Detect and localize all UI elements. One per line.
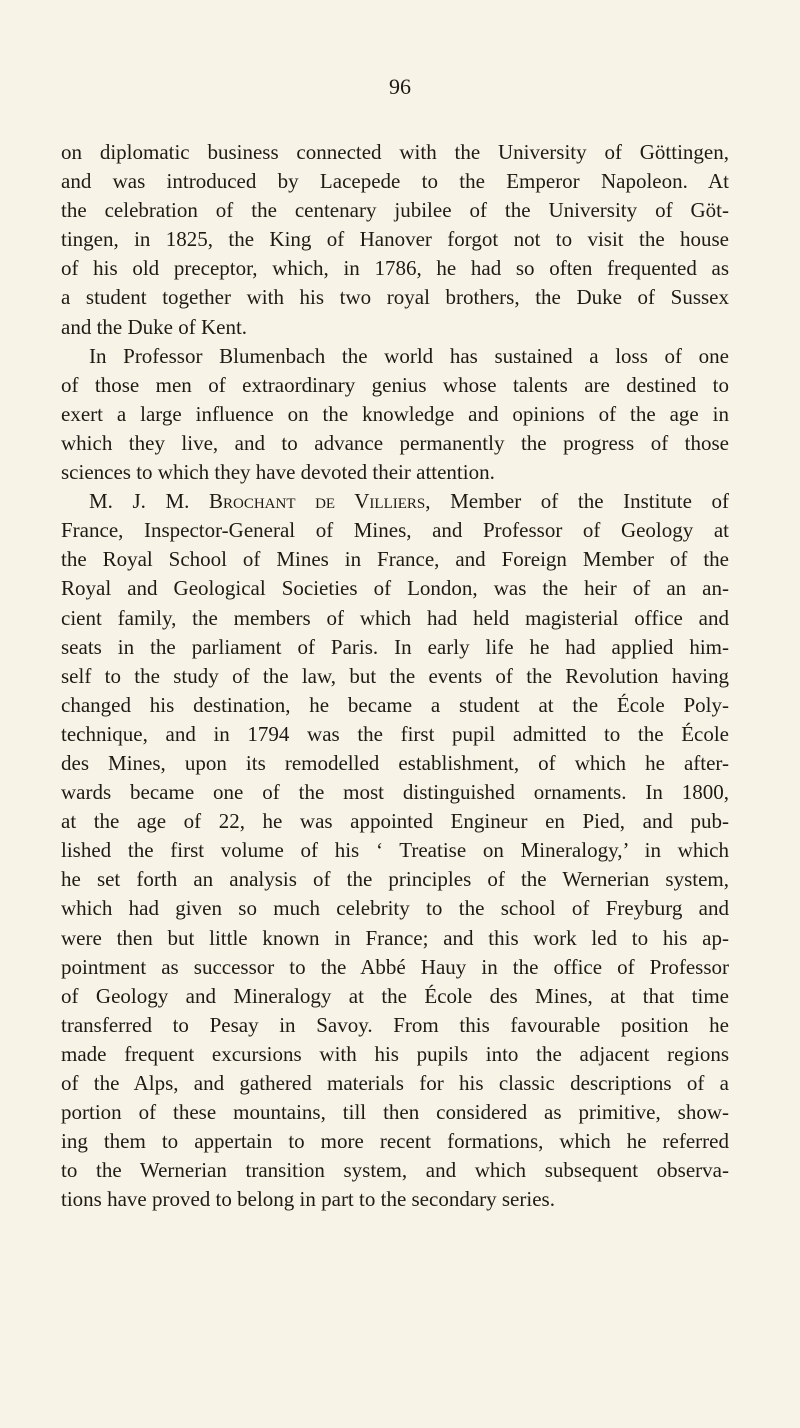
text-run: M. J. M. (89, 489, 209, 514)
text-line: technique, and in 1794 was the first pupil admitted to the École (61, 721, 729, 746)
body-text (61, 138, 729, 1214)
paragraph (61, 138, 729, 342)
text-line: pointment as successor to the Abbé Hauy in the office of Professor (61, 954, 729, 979)
text-line: Royal and Geological Societies of London, was the heir of an an- (61, 576, 729, 601)
text-line: of those men of extraordinary genius whose talents are destined to (61, 372, 729, 397)
text-line (61, 487, 729, 516)
person-name: Brochant de Villiers (209, 489, 426, 514)
text-line: exert a large influence on the knowledge and opinions of the age in (61, 401, 729, 426)
text-line: of Geology and Mineralogy at the École des Mines, at that time (61, 983, 729, 1008)
text-line: ing them to appertain to more recent formations, which he referred (61, 1129, 729, 1154)
text-line: of his old preceptor, which, in 1786, he had so often frequented as (61, 256, 729, 281)
text-line: des Mines, upon its remodelled establishment, of which he after- (61, 750, 729, 775)
text-line: of the Alps, and gathered materials for his classic descriptions of a (61, 1071, 729, 1095)
text-line: and was introduced by Lacepede to the Emperor Napoleon. At (61, 169, 729, 194)
text-line: lished the first volume of his ‘ Treatise on Mineralogy,’ in which (61, 838, 729, 863)
text-line: In Professor Blumenbach the world has sustained a loss of one (89, 343, 729, 368)
text-line: which they live, and to advance permanently the progress of those (61, 430, 729, 455)
text-line: at the age of 22, he was appointed Engineur en Pied, and pub- (61, 809, 729, 834)
text-line: tions have proved to belong in part to the secondary series. (61, 1187, 555, 1212)
text-line: wards became one of the most distinguished ornaments. In 1800, (61, 780, 729, 805)
text-line: which had given so much celebrity to the school of Freyburg and (61, 896, 729, 921)
text-line: sciences to which they have devoted their attention. (61, 460, 495, 485)
text-line: were then but little known in France; and this work led to his ap- (61, 925, 729, 950)
text-line: the celebration of the centenary jubilee of the University of Göt- (61, 198, 729, 223)
page-number: 96 (389, 74, 411, 99)
text-line: portion of these mountains, till then considered as primitive, show- (61, 1100, 729, 1125)
text-line: to the Wernerian transition system, and which subsequent observa- (61, 1158, 729, 1183)
text-line: the Royal School of Mines in France, and Foreign Member of the (61, 547, 729, 572)
text-line: and the Duke of Kent. (61, 314, 248, 339)
paragraph (61, 487, 729, 1214)
text-line: on diplomatic business connected with the University of Göttingen, (61, 140, 729, 164)
text-line: changed his destination, he became a student at the École Poly- (61, 692, 729, 717)
text-line: cient family, the members of which had held magisterial office and (61, 605, 729, 630)
text-line: self to the study of the law, but the events of the Revolution having (61, 663, 729, 688)
text-run: , Member of the Institute of (425, 489, 729, 514)
text-line: France, Inspector-General of Mines, and Professor of Geology at (61, 518, 729, 543)
paragraph (61, 342, 729, 487)
text-line: a student together with his two royal brothers, the Duke of Sussex (61, 285, 729, 310)
text-line: made frequent excursions with his pupils into the adjacent regions (61, 1041, 729, 1066)
text-line: tingen, in 1825, the King of Hanover forgot not to visit the house (61, 227, 729, 252)
text-line: he set forth an analysis of the principles of the Wernerian system, (61, 867, 729, 892)
text-line: transferred to Pesay in Savoy. From this favourable position he (61, 1012, 729, 1037)
text-line: seats in the parliament of Paris. In early life he had applied him- (61, 634, 729, 659)
